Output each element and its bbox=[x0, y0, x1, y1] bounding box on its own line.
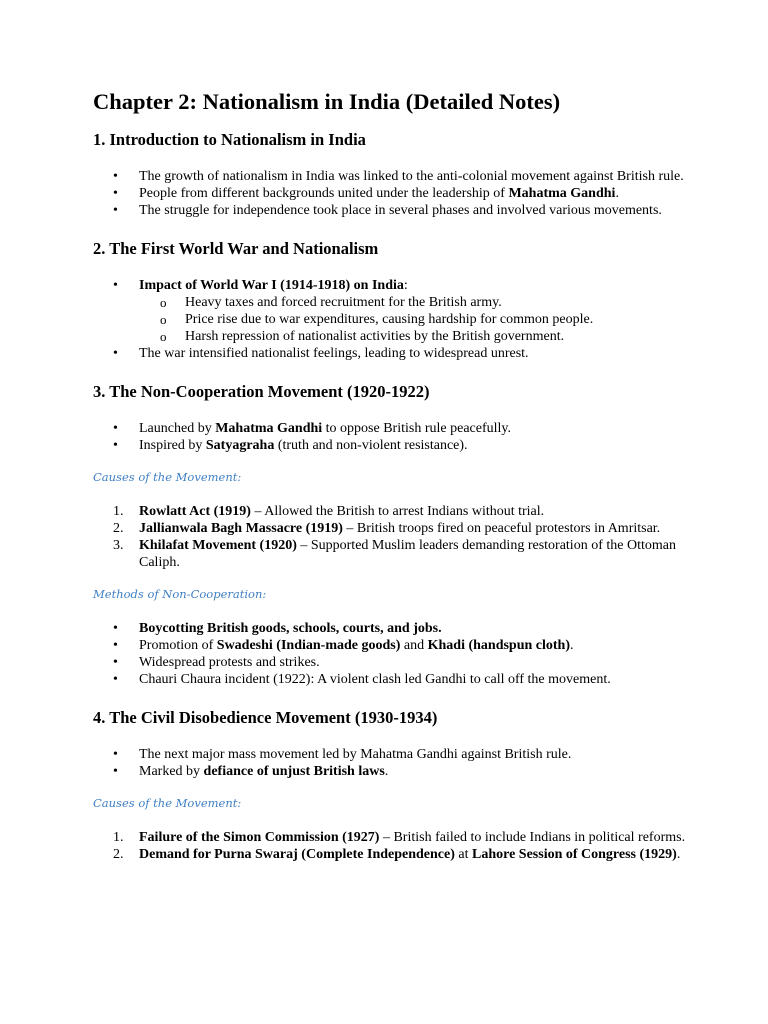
document-page bbox=[93, 88, 693, 863]
list-item: • The growth of nationalism in India was linked to the anti-colonial movement against British rule. bbox=[93, 168, 693, 185]
list-item: • Launched by Mahatma Gandhi to oppose British rule peacefully. bbox=[93, 420, 693, 437]
page-title: Chapter 2: Nationalism in India (Detailed Notes) bbox=[93, 89, 561, 114]
section-1-heading: 1. Introduction to Nationalism in India bbox=[93, 130, 366, 149]
bullet-icon bbox=[113, 437, 127, 454]
section-3-methods-list bbox=[93, 620, 693, 688]
bullet-icon bbox=[113, 277, 127, 294]
bullet-icon bbox=[113, 420, 127, 437]
bullet-icon bbox=[113, 185, 127, 202]
list-item: • Chauri Chaura incident (1922): A violent clash led Gandhi to call off the movement. bbox=[93, 671, 693, 688]
bullet-icon bbox=[113, 345, 127, 362]
section-3-causes-list bbox=[93, 503, 693, 571]
list-item: • People from different backgrounds united under the leadership of Mahatma Gandhi. bbox=[93, 185, 693, 202]
bullet-icon bbox=[113, 168, 127, 185]
bullet-icon bbox=[113, 746, 127, 763]
bullet-icon bbox=[113, 202, 127, 219]
bullet-icon bbox=[113, 654, 127, 671]
numbered-item: 3. Khilafat Movement (1920) – Supported Muslim leaders demanding restoration of the Ottoman Caliph. bbox=[113, 538, 676, 570]
bullet-icon bbox=[113, 637, 127, 654]
sub-list-item: o Heavy taxes and forced recruitment for the British army. bbox=[160, 295, 502, 310]
section-2-list bbox=[93, 277, 693, 362]
sub-list-item: o Harsh repression of nationalist activities by the British government. bbox=[160, 329, 565, 344]
section-1-list bbox=[93, 168, 693, 219]
list-item: • Promotion of Swadeshi (Indian-made goods) and Khadi (handspun cloth). bbox=[93, 637, 693, 654]
list-item: • The next major mass movement led by Mahatma Gandhi against British rule. bbox=[93, 746, 693, 763]
section-4-causes-heading: Causes of the Movement: bbox=[93, 796, 242, 810]
section-2-sublist bbox=[139, 294, 693, 345]
section-4-heading: 4. The Civil Disobedience Movement (1930-1934) bbox=[93, 708, 438, 727]
list-item: • Inspired by Satyagraha (truth and non-violent resistance). bbox=[93, 437, 693, 454]
list-item: • Widespread protests and strikes. bbox=[93, 654, 693, 671]
numbered-item: 2. Demand for Purna Swaraj (Complete Independence) at Lahore Session of Congress (1929). bbox=[113, 847, 681, 862]
list-item: • Impact of World War I (1914-1918) on India: o Heavy taxes and forced recruitment for the British army. o Price rise due to war expenditures, causing hardship for common people. o Harsh repression of nationalist activities by the British government. bbox=[93, 277, 693, 345]
list-item: • Boycotting British goods, schools, courts, and jobs. bbox=[93, 620, 693, 637]
section-3-methods-heading: Methods of Non-Cooperation: bbox=[93, 587, 267, 601]
sub-list-item: o Price rise due to war expenditures, causing hardship for common people. bbox=[160, 312, 594, 327]
list-item: • The struggle for independence took place in several phases and involved various movements. bbox=[93, 202, 693, 219]
section-3-causes-heading: Causes of the Movement: bbox=[93, 470, 242, 484]
section-4-list bbox=[93, 746, 693, 780]
list-item: • Marked by defiance of unjust British laws. bbox=[93, 763, 693, 780]
section-3-heading: 3. The Non-Cooperation Movement (1920-1922) bbox=[93, 382, 430, 401]
bullet-icon bbox=[113, 671, 127, 688]
numbered-item: 1. Rowlatt Act (1919) – Allowed the British to arrest Indians without trial. bbox=[113, 504, 545, 519]
section-4-causes-list bbox=[93, 829, 693, 863]
numbered-item: 1. Failure of the Simon Commission (1927) – British failed to include Indians in political reforms. bbox=[113, 830, 686, 845]
numbered-item: 2. Jallianwala Bagh Massacre (1919) – British troops fired on peaceful protestors in Amritsar. bbox=[113, 521, 661, 536]
bullet-icon bbox=[113, 763, 127, 780]
section-2-heading: 2. The First World War and Nationalism bbox=[93, 239, 379, 258]
bullet-icon bbox=[113, 620, 127, 637]
list-item: • The war intensified nationalist feelings, leading to widespread unrest. bbox=[93, 345, 693, 362]
section-3-list bbox=[93, 420, 693, 454]
